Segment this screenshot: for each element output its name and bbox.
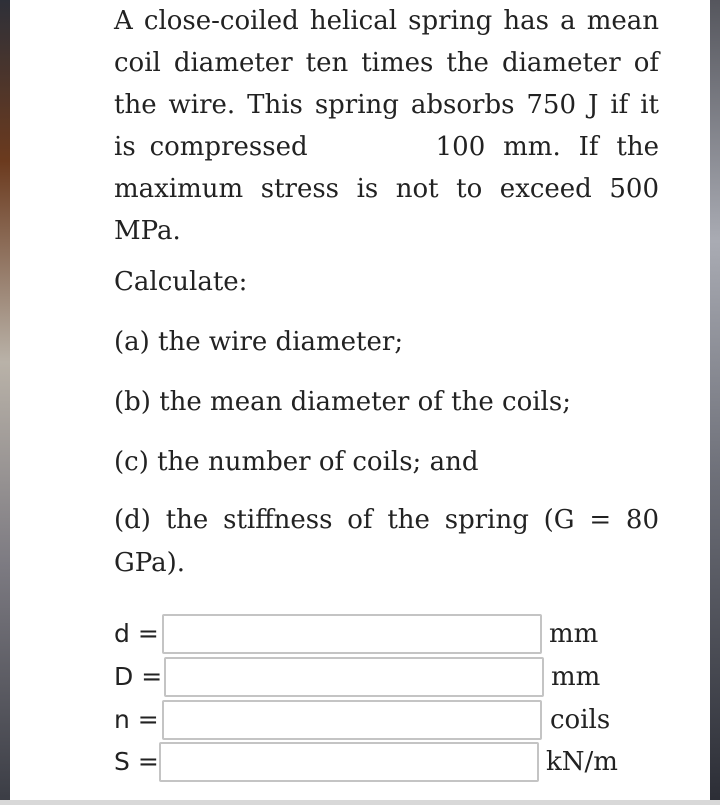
wire-diameter-input[interactable] xyxy=(162,614,542,654)
part-b: (b) the mean diameter of the coils; xyxy=(114,387,571,417)
answer-unit-d: mm xyxy=(549,619,599,649)
problem-intro-text-cont: 100 mm. If the maximum stress is not to exceed 500 MPa. xyxy=(114,132,659,246)
answer-row-S xyxy=(114,742,634,782)
answer-row-n xyxy=(114,700,634,740)
problem-intro-text: A close-coiled helical spring has a mean coil diameter ten times the diameter of the wire. This spring absorbs 750 J if it is compressed xyxy=(114,6,659,162)
stiffness-input[interactable] xyxy=(159,742,539,782)
answer-unit-D: mm xyxy=(551,662,601,692)
answer-unit-n: coils xyxy=(550,705,611,735)
answer-label-S: S = xyxy=(114,747,159,776)
calculate-heading: Calculate: xyxy=(114,267,248,297)
answer-label-D: D = xyxy=(114,662,163,691)
background-edge-right xyxy=(710,0,720,805)
answer-row-D xyxy=(114,657,634,697)
problem-statement xyxy=(114,0,659,585)
bottom-shadow xyxy=(0,800,720,805)
answer-row-d xyxy=(114,614,634,654)
answer-label-n: n = xyxy=(114,705,159,734)
problem-intro xyxy=(114,0,659,252)
mean-diameter-input[interactable] xyxy=(164,657,544,697)
part-c: (c) the number of coils; and xyxy=(114,447,479,477)
part-a: (a) the wire diameter; xyxy=(114,327,404,357)
answer-label-d: d = xyxy=(114,619,159,648)
number-of-coils-input[interactable] xyxy=(162,700,542,740)
background-edge-left xyxy=(0,0,10,805)
part-d: (d) the stiffness of the spring (G = 80 GPa). xyxy=(114,505,659,578)
answer-unit-S: kN/m xyxy=(546,747,618,777)
